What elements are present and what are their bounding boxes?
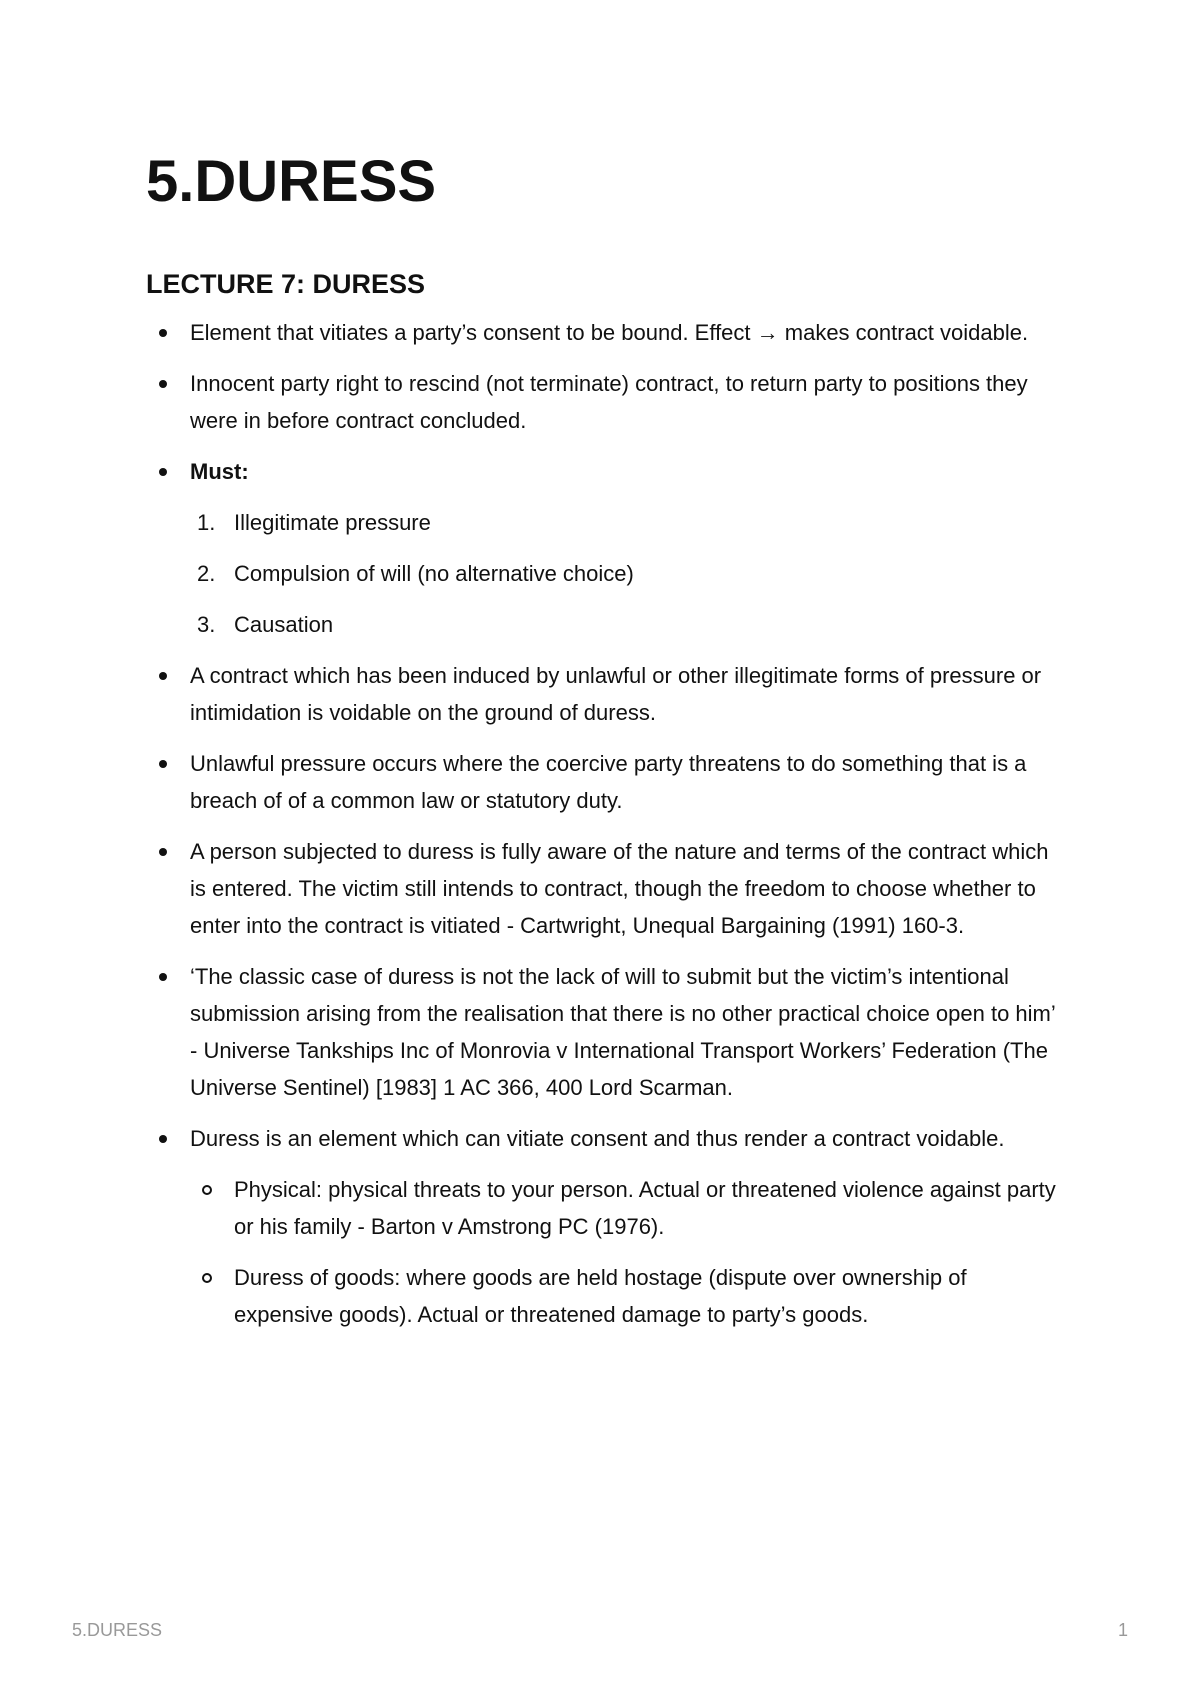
numbered-item: [190, 606, 1066, 643]
sub-list-item: [190, 1171, 1066, 1245]
list-item: [146, 833, 1066, 944]
section-heading: LECTURE 7: DURESS: [146, 269, 426, 299]
footer-page-number: 1: [1117, 1620, 1128, 1640]
bullet-dot-icon: [159, 760, 167, 768]
hollow-bullet-icon: [202, 1273, 212, 1283]
list-item-text: Element that vitiates a party’s consent to be bound. Effect → makes contract voidable.: [190, 320, 1029, 345]
page-title: 5.DURESS: [146, 149, 437, 214]
numbered-item: [190, 555, 1066, 592]
footer-document-title: 5.DURESS: [72, 1620, 163, 1640]
list-item-text: Must:: [190, 459, 249, 484]
sub-list-item: [190, 1259, 1066, 1333]
list-item-text: A person subjected to duress is fully aware of the nature and terms of the contract which is entered. The victim still intends to contract, though the freedom to choose whether to enter into the contract is vitiated - Cartwright, Unequal Bargaining (1991) 160-3.: [190, 839, 1049, 938]
list-item: [146, 1120, 1066, 1333]
list-item: [146, 657, 1066, 731]
bullet-list: [146, 314, 1066, 1333]
list-item-text: Innocent party right to rescind (not terminate) contract, to return party to positions they were in before contract concluded.: [190, 371, 1028, 433]
list-item: [146, 314, 1066, 351]
item-number: 2.: [197, 561, 216, 586]
bullet-dot-icon: [159, 1135, 167, 1143]
bullet-dot-icon: [159, 672, 167, 680]
bullet-dot-icon: [159, 468, 167, 476]
list-item: [146, 745, 1066, 819]
list-item-text: Duress is an element which can vitiate consent and thus render a contract voidable.: [190, 1126, 1005, 1151]
numbered-item-text: Illegitimate pressure: [234, 510, 431, 535]
bullet-dot-icon: [159, 973, 167, 981]
numbered-item-text: Compulsion of will (no alternative choice): [234, 561, 634, 586]
hollow-bullet-icon: [202, 1185, 212, 1195]
list-item: [146, 958, 1066, 1106]
item-number: 3.: [197, 612, 216, 637]
document-body: [146, 314, 1066, 1347]
list-item-text: Unlawful pressure occurs where the coercive party threatens to do something that is a breach of of a common law or statutory duty.: [190, 751, 1027, 813]
list-item: [146, 365, 1066, 439]
numbered-item-text: Causation: [234, 612, 334, 637]
list-item: [146, 453, 1066, 643]
bullet-dot-icon: [159, 380, 167, 388]
item-number: 1.: [197, 510, 216, 535]
sub-list-item-text: Duress of goods: where goods are held hostage (dispute over ownership of expensive goods). Actual or threatened damage to party’s goods.: [234, 1265, 967, 1327]
list-item-text: ‘The classic case of duress is not the lack of will to submit but the victim’s intentional submission arising from the realisation that there is no other practical choice open to him’ - Universe Tankships Inc of Monrovia v International Transport Workers’ Federation (The Universe Sentinel) [1983] 1 AC 366, 400 Lord Scarman.: [190, 964, 1055, 1100]
bullet-dot-icon: [159, 329, 167, 337]
sub-bullet-list: [190, 1171, 1066, 1333]
must-numbered-list: [190, 504, 1066, 643]
numbered-item: [190, 504, 1066, 541]
list-item-text: A contract which has been induced by unlawful or other illegitimate forms of pressure or intimidation is voidable on the ground of duress.: [190, 663, 1042, 725]
sub-list-item-text: Physical: physical threats to your person. Actual or threatened violence against party or his family - Barton v Amstrong PC (1976).: [234, 1177, 1056, 1239]
bullet-dot-icon: [159, 848, 167, 856]
